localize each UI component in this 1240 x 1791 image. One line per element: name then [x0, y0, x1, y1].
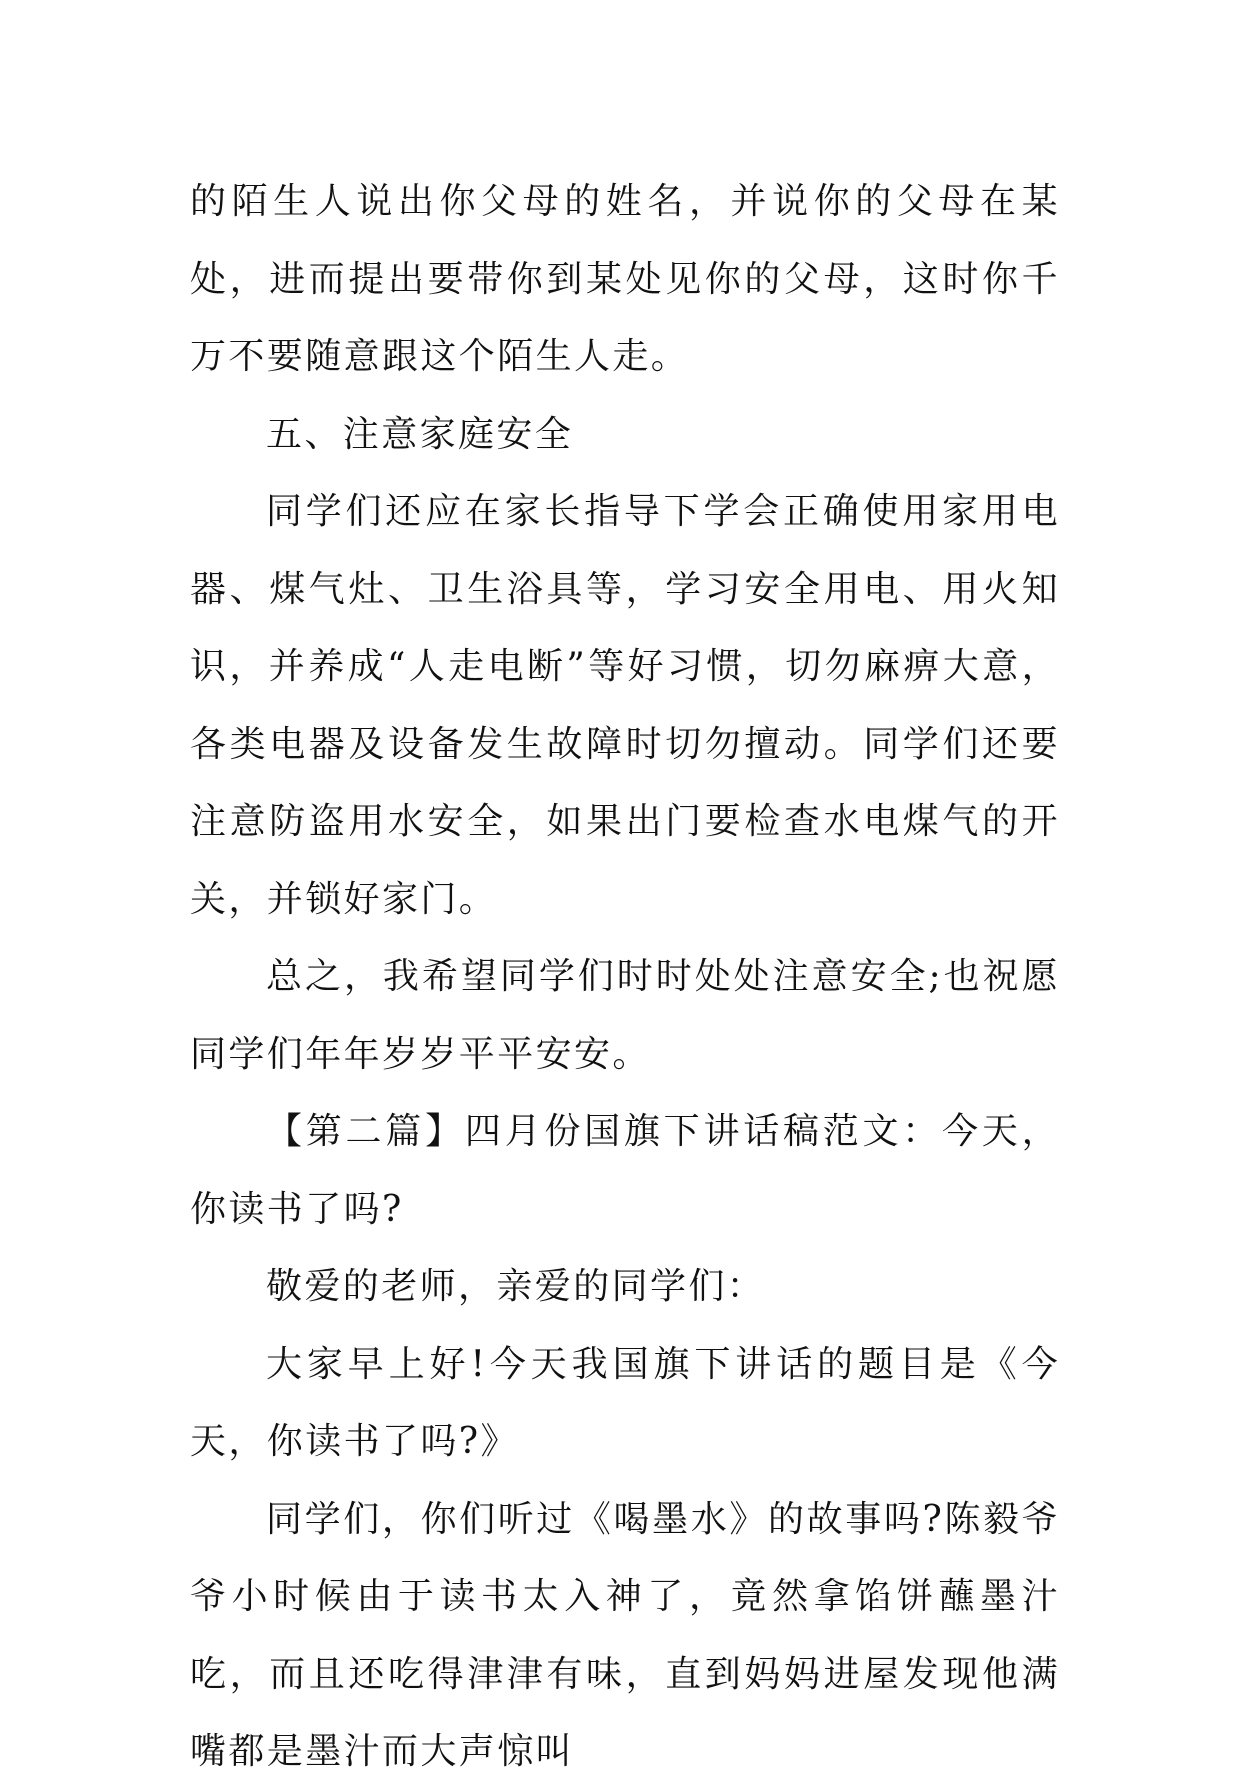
paragraph-greeting: 大家早上好!今天我国旗下讲话的题目是《今天，你读书了吗?》	[190, 1343, 1060, 1462]
section-heading-home-safety: 五、注意家庭安全	[266, 413, 574, 455]
salutation: 敬爱的老师，亲爱的同学们：	[266, 1266, 766, 1307]
section-title-second-article: 【第二篇】四月份国旗下讲话稿范文：今天，你读书了吗?	[190, 1111, 1060, 1230]
paragraph-conclusion: 总之，我希望同学们时时处处注意安全;也祝愿同学们年年岁岁平平安安。	[190, 956, 1060, 1075]
paragraph-story: 同学们，你们听过《喝墨水》的故事吗?陈毅爷爷小时候由于读书太入神了，竟然拿馅饼蘸墨汁吃，而且还吃得津津有味，直到妈妈进屋发现他满嘴都是墨汁而大声惊叫	[190, 1498, 1060, 1772]
paragraph-home-safety: 同学们还应在家长指导下学会正确使用家用电器、煤气灶、卫生浴具等，学习安全用电、用火知识，并养成“人走电断”等好习惯，切勿麻痹大意，各类电器及设备发生故障时切勿擅动。同学们还要注意防盗用水安全，如果出门要检查水电煤气的开关，并锁好家门。	[190, 491, 1060, 920]
body-text	[190, 163, 1060, 1791]
paragraph-continuation: 的陌生人说出你父母的姓名，并说你的父母在某处，进而提出要带你到某处见你的父母，这时你千万不要随意跟这个陌生人走。	[190, 181, 1060, 377]
